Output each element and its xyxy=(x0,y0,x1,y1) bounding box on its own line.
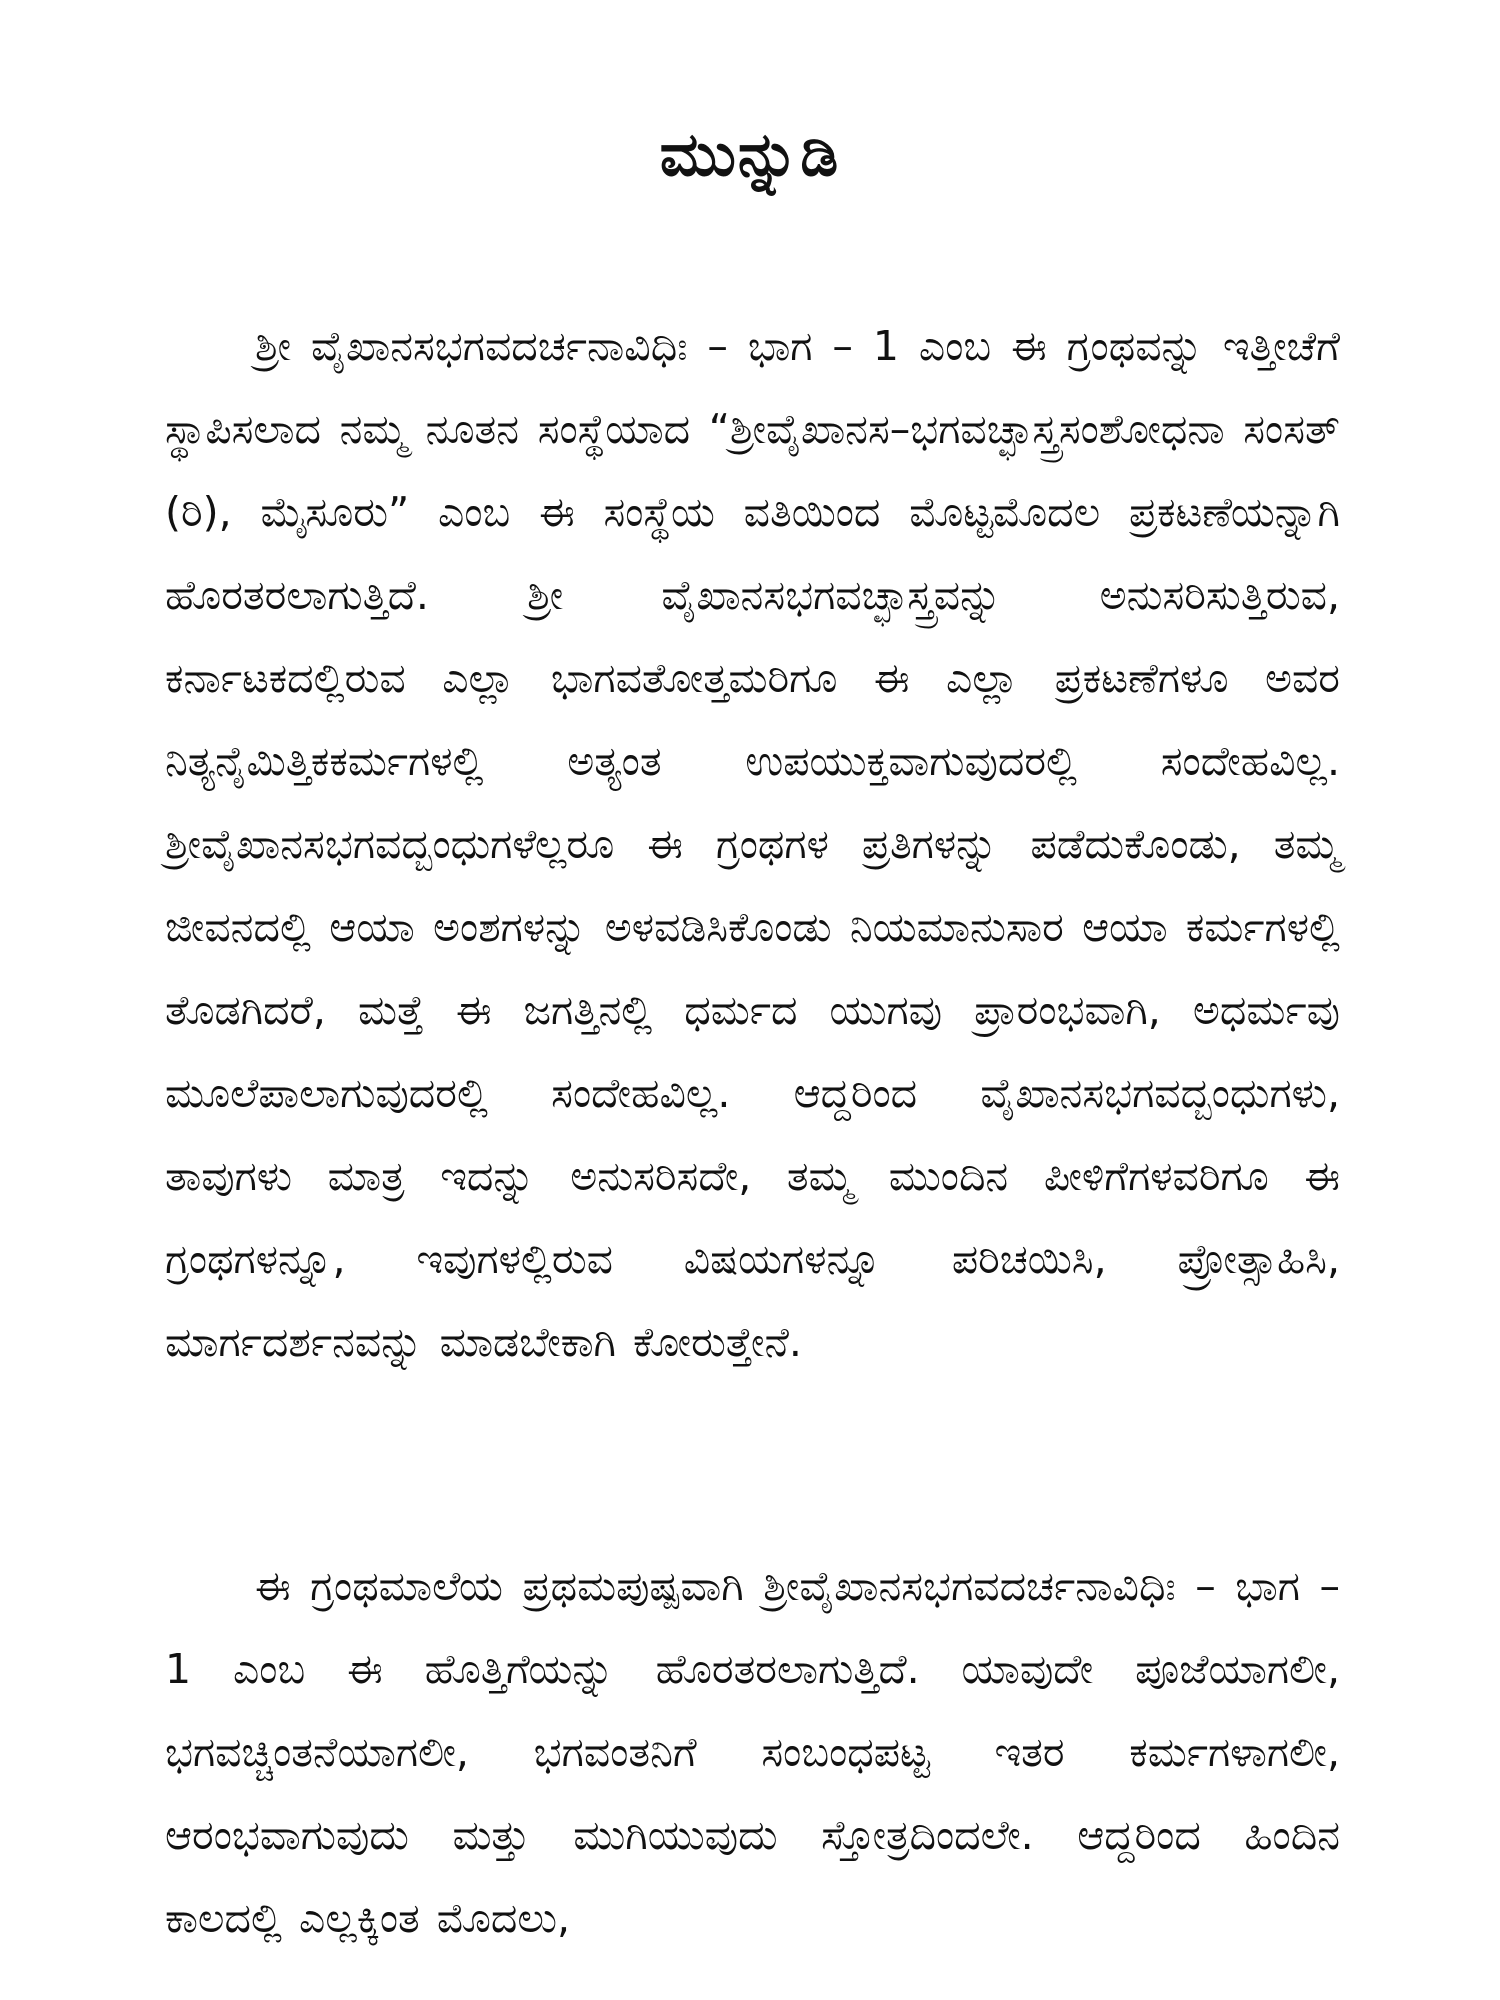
preface-paragraph-2: ಈ ಗ್ರಂಥಮಾಲೆಯ ಪ್ರಥಮಪುಷ್ಪವಾಗಿ ಶ್ರೀವೈಖಾನಸಭಗವದರ್ಚನಾವಿಧಿಃ – ಭಾಗ – 1 ಎಂಬ ಈ ಹೊತ್ತಿಗೆಯನ್ನು ಹೊರತರಲಾಗುತ್ತಿದೆ. ಯಾವುದೇ ಪೂಜೆಯಾಗಲೀ, ಭಗವಚ್ಚಿಂತನೆಯಾಗಲೀ, ಭಗವಂತನಿಗೆ ಸಂಬಂಧಪಟ್ಟ ಇತರ ಕರ್ಮಗಳಾಗಲೀ, ಆರಂಭವಾಗುವುದು ಮತ್ತು ಮುಗಿಯುವುದು ಸ್ತೋತ್ರದಿಂದಲೇ. ಆದ್ದರಿಂದ ಹಿಂದಿನ ಕಾಲದಲ್ಲಿ ಎಲ್ಲಕ್ಕಿಂತ ಮೊದಲು, xyxy=(165,1562,1340,1942)
preface-paragraph-1: ಶ್ರೀ ವೈಖಾನಸಭಗವದರ್ಚನಾವಿಧಿಃ – ಭಾಗ – 1 ಎಂಬ ಈ ಗ್ರಂಥವನ್ನು ಇತ್ತೀಚೆಗೆ ಸ್ಥಾಪಿಸಲಾದ ನಮ್ಮ ನೂತನ ಸಂಸ್ಥೆಯಾದ “ಶ್ರೀವೈಖಾನಸ–ಭಗವಚ್ಛಾಸ್ತ್ರಸಂಶೋಧನಾ ಸಂಸತ್ (ರಿ), ಮೈಸೂರು” ಎಂಬ ಈ ಸಂಸ್ಥೆಯ ವತಿಯಿಂದ ಮೊಟ್ಟಮೊದಲ ಪ್ರಕಟಣೆಯನ್ನಾಗಿ ಹೊರತರಲಾಗುತ್ತಿದೆ. ಶ್ರೀ ವೈಖಾನಸಭಗವಚ್ಛಾಸ್ತ್ರವನ್ನು ಅನುಸರಿಸುತ್ತಿರುವ, ಕರ್ನಾಟಕದಲ್ಲಿರುವ ಎಲ್ಲಾ ಭಾಗವತೋತ್ತಮರಿಗೂ ಈ ಎಲ್ಲಾ ಪ್ರಕಟಣೆಗಳೂ ಅವರ ನಿತ್ಯನೈಮಿತ್ತಿಕಕರ್ಮಗಳಲ್ಲಿ ಅತ್ಯಂತ ಉಪಯುಕ್ತವಾಗುವುದರಲ್ಲಿ ಸಂದೇಹವಿಲ್ಲ. ಶ್ರೀವೈಖಾನಸಭಗವದ್ಬಂಧುಗಳೆಲ್ಲರೂ ಈ ಗ್ರಂಥಗಳ ಪ್ರತಿಗಳನ್ನು ಪಡೆದುಕೊಂಡು, ತಮ್ಮ ಜೀವನದಲ್ಲಿ ಆಯಾ ಅಂಶಗಳನ್ನು ಅಳವಡಿಸಿಕೊಂಡು ನಿಯಮಾನುಸಾರ ಆಯಾ ಕರ್ಮಗಳಲ್ಲಿ ತೊಡಗಿದರೆ, ಮತ್ತೆ ಈ ಜಗತ್ತಿನಲ್ಲಿ ಧರ್ಮದ ಯುಗವು ಪ್ರಾರಂಭವಾಗಿ, ಅಧರ್ಮವು ಮೂಲೆಪಾಲಾಗುವುದರಲ್ಲಿ ಸಂದೇಹವಿಲ್ಲ. ಆದ್ದರಿಂದ ವೈಖಾನಸಭಗವದ್ಬಂಧುಗಳು, ತಾವುಗಳು ಮಾತ್ರ ಇದನ್ನು ಅನುಸರಿಸದೇ, ತಮ್ಮ ಮುಂದಿನ ಪೀಳಿಗೆಗಳವರಿಗೂ ಈ ಗ್ರಂಥಗಳನ್ನೂ, ಇವುಗಳಲ್ಲಿರುವ ವಿಷಯಗಳನ್ನೂ ಪರಿಚಯಿಸಿ, ಪ್ರೋತ್ಸಾಹಿಸಿ, ಮಾರ್ಗದರ್ಶನವನ್ನು ಮಾಡಬೇಕಾಗಿ ಕೋರುತ್ತೇನೆ. xyxy=(165,322,1340,1366)
page-title: ಮುನ್ನುಡಿ xyxy=(659,120,841,190)
